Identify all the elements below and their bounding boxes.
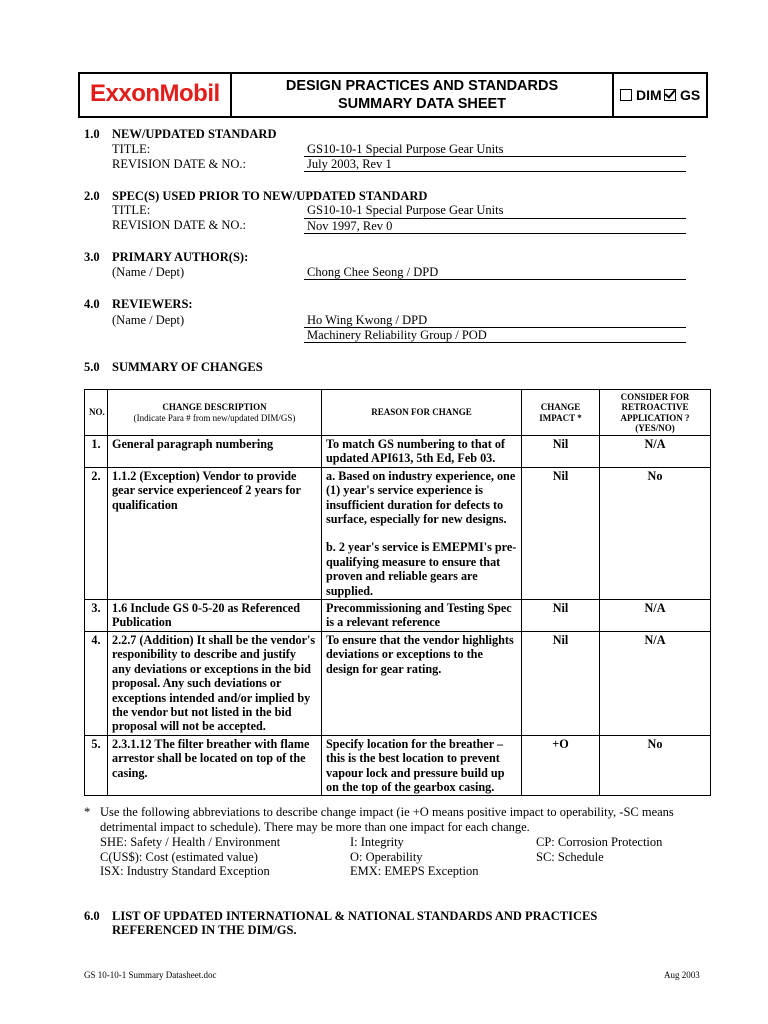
row-reason: Precommissioning and Testing Spec is a relevant reference <box>322 600 522 632</box>
document-title <box>232 74 614 116</box>
section-3-label: (Name / Dept) <box>112 265 185 279</box>
row-retroactive: N/A <box>600 631 711 735</box>
row-impact: +O <box>522 735 600 796</box>
row-retroactive: No <box>600 735 711 796</box>
section-6-title-line-2: REFERENCED IN THE DIM/GS. <box>112 923 297 937</box>
abbr-cp: CP: Corrosion Protection <box>536 835 663 849</box>
row-reason-part-a: a. Based on industry experience, one (1) year's service experience is insufficient duration for defects to surface, especially for new designs. <box>326 468 516 527</box>
section-2-rev-label: REVISION DATE & NO.: <box>112 218 247 232</box>
abbr-she: SHE: Safety / Health / Environment <box>100 835 281 849</box>
section-4-title: REVIEWERS: <box>112 297 193 311</box>
section-2-title-value: GS10-10-1 Special Purpose Gear Units <box>307 203 504 217</box>
footnote-line-2: detrimental impact to schedule). There may be more than one impact for each change. <box>100 820 530 834</box>
logo-cell <box>80 74 232 116</box>
section-6-title-line-1: LIST OF UPDATED INTERNATIONAL & NATIONAL STANDARDS AND PRACTICES <box>112 909 598 923</box>
row-impact: Nil <box>522 600 600 632</box>
row-no: 4. <box>85 631 108 735</box>
exxonmobil-logo: ExxonMobil <box>90 80 220 107</box>
section-2-number: 2.0 <box>84 189 100 203</box>
row-reason: Specify location for the breather – this is the best location to prevent vapour lock and pressure build up on the top of the gearbox casing. <box>322 735 522 796</box>
row-description: 2.3.1.12 The filter breather with flame arrestor shall be located on top of the casing. <box>108 735 322 796</box>
row-reason-part-b: b. 2 year's service is EMEPMI's pre-qualifying measure to ensure that proven and reliable gears are supplied. <box>326 540 517 598</box>
footer-date: Aug 2003 <box>664 970 700 980</box>
header-reason: REASON FOR CHANGE <box>322 390 522 436</box>
title-line-1: DESIGN PRACTICES AND STANDARDS <box>285 78 559 94</box>
table-row <box>85 467 711 599</box>
section-2-title-label: TITLE: <box>112 203 151 217</box>
abbr-cost: C(US$): Cost (estimated value) <box>100 850 258 864</box>
header-impact: CHANGE IMPACT * <box>522 390 600 436</box>
row-no: 2. <box>85 467 108 599</box>
section-6-number: 6.0 <box>84 909 100 923</box>
gs-checkbox[interactable] <box>664 87 700 103</box>
header-desc-subtitle: (Indicate Para # from new/updated DIM/GS) <box>133 412 296 423</box>
row-impact: Nil <box>522 436 600 468</box>
table-header-row <box>85 390 711 436</box>
header-change-description <box>108 390 322 436</box>
summary-of-changes-table <box>84 389 711 796</box>
gs-label: GS <box>680 87 701 103</box>
row-description: 2.2.7 (Addition) It shall be the vendor's responibility to describe and justify any deviations or exceptions in the bid proposal. Any such deviations or exceptions intended and/or implied by the vendor but not listed in the bid proposal will not be accepted. <box>108 631 322 735</box>
title-line-2: SUMMARY DATA SHEET <box>337 96 507 112</box>
abbr-o: O: Operability <box>350 850 423 864</box>
row-retroactive: No <box>600 467 711 599</box>
footer-filename: GS 10-10-1 Summary Datasheet.doc <box>84 970 217 980</box>
row-impact: Nil <box>522 467 600 599</box>
row-reason: To ensure that the vendor highlights deviations or exceptions to the design for gear rating. <box>322 631 522 735</box>
section-1-title: NEW/UPDATED STANDARD <box>112 127 277 141</box>
dim-checkbox[interactable] <box>620 87 662 103</box>
table-row <box>85 600 711 632</box>
section-2-title: SPEC(S) USED PRIOR TO NEW/UPDATED STANDARD <box>112 189 428 203</box>
abbr-isx: ISX: Industry Standard Exception <box>100 864 270 878</box>
section-4-label: (Name / Dept) <box>112 313 185 327</box>
row-no: 3. <box>85 600 108 632</box>
row-retroactive: N/A <box>600 436 711 468</box>
gs-checkbox-icon <box>664 89 676 101</box>
row-description: 1.6 Include GS 0-5-20 as Referenced Publication <box>108 600 322 632</box>
row-impact: Nil <box>522 631 600 735</box>
abbr-i: I: Integrity <box>350 835 404 849</box>
section-1-title-label: TITLE: <box>112 142 151 156</box>
section-1-rev-label: REVISION DATE & NO.: <box>112 157 247 171</box>
row-description: 1.1.2 (Exception) Vendor to provide gear service experienceof 2 years for qualification <box>108 467 322 599</box>
header-desc-title: CHANGE DESCRIPTION <box>162 402 267 412</box>
row-description: General paragraph numbering <box>108 436 322 468</box>
section-2-rev-value: Nov 1997, Rev 0 <box>304 218 686 234</box>
row-retroactive: N/A <box>600 600 711 632</box>
section-4-value-2: Machinery Reliability Group / POD <box>304 328 686 343</box>
header-no: NO. <box>85 390 108 436</box>
dim-label: DIM <box>636 87 662 103</box>
section-4-number: 4.0 <box>84 297 100 311</box>
abbr-emx: EMX: EMEPS Exception <box>350 864 479 878</box>
section-1-number: 1.0 <box>84 127 100 141</box>
footnote-line-1: Use the following abbreviations to describe change impact (ie +O means positive impact to operability, -SC means <box>100 805 674 819</box>
header-retroactive: CONSIDER FOR RETROACTIVE APPLICATION ? (YES/NO) <box>600 390 711 436</box>
row-no: 5. <box>85 735 108 796</box>
table-row <box>85 436 711 468</box>
section-3-number: 3.0 <box>84 250 100 264</box>
header-box <box>78 72 708 118</box>
section-5-title: SUMMARY OF CHANGES <box>112 360 263 374</box>
row-no: 1. <box>85 436 108 468</box>
dim-checkbox-icon <box>620 89 632 101</box>
section-1-rev-value: July 2003, Rev 1 <box>304 157 686 172</box>
section-3-value: Chong Chee Seong / DPD <box>304 265 686 280</box>
row-reason <box>322 467 522 599</box>
document-type-cell <box>616 74 706 116</box>
section-1-title-value: GS10-10-1 Special Purpose Gear Units <box>304 142 686 157</box>
table-row <box>85 735 711 796</box>
section-4-value-1: Ho Wing Kwong / DPD <box>304 313 686 328</box>
row-reason: To match GS numbering to that of updated API613, 5th Ed, Feb 03. <box>322 436 522 468</box>
section-5-number: 5.0 <box>84 360 100 374</box>
section-3-title: PRIMARY AUTHOR(S): <box>112 250 249 264</box>
abbr-sc: SC: Schedule <box>536 850 604 864</box>
footnote-star: * <box>84 805 91 819</box>
table-row <box>85 631 711 735</box>
